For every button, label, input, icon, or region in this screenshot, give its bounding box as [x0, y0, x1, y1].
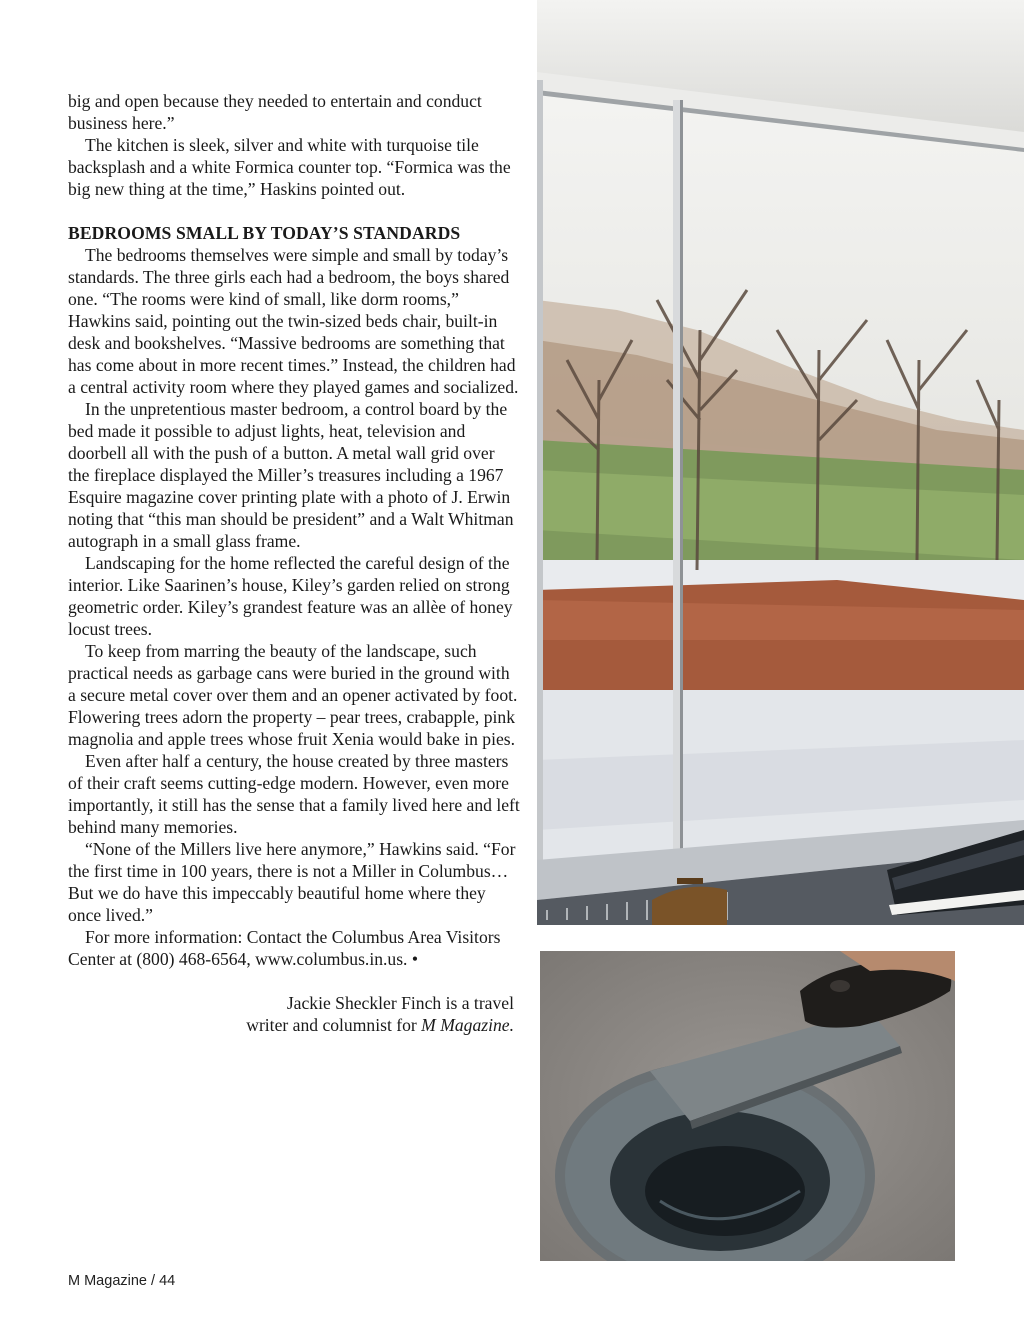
section-heading: BEDROOMS SMALL BY TODAY’S STANDARDS	[68, 223, 461, 243]
garbage-can-photo	[540, 951, 955, 1261]
paragraph: Even after half a century, the house created by three masters of their craft seems cutting-edge modern. However, even more importantly, it still has the sense that a family lived here and left behind many memories.	[68, 751, 520, 837]
magazine-name: M Magazine.	[421, 1015, 514, 1035]
article-body	[68, 90, 520, 1036]
page-footer: M Magazine / 44	[68, 1273, 176, 1289]
paragraph: The kitchen is sleek, silver and white with turquoise tile backsplash and a white Formica counter top. “Formica was the big new thing at the time,” Haskins pointed out.	[68, 135, 511, 199]
paragraph: To keep from marring the beauty of the landscape, such practical needs as garbage cans were buried in the ground with a secure metal cover over them and an opener activated by foot. Flowering trees adorn the property – pear trees, crabapple, pink magnolia and apple trees whose fruit Xenia would bake in pies.	[68, 641, 518, 749]
paragraph: “None of the Millers live here anymore,” Hawkins said. “For the first time in 100 years, there is not a Miller in Columbus… But we do have this impeccably beautiful home where they once lived.”	[68, 839, 516, 925]
window-view-photo	[537, 0, 1024, 925]
author-byline	[68, 992, 520, 1036]
byline-prefix: writer and columnist for	[246, 1015, 422, 1035]
paragraph: For more information: Contact the Columbus Area Visitors Center at (800) 468-6564, www.columbus.in.us. •	[68, 927, 501, 969]
paragraph: In the unpretentious master bedroom, a control board by the bed made it possible to adjust lights, heat, television and doorbell all with the push of a button. A metal wall grid over the fireplace displayed the Miller’s treasures including a 1967 Esquire magazine cover printing plate with a photo of J. Erwin noting that “this man should be president” and a Walt Whitman autograph in a small glass frame.	[68, 399, 514, 551]
byline-line: Jackie Sheckler Finch is a travel	[286, 993, 514, 1013]
paragraph: The bedrooms themselves were simple and small by today’s standards. The three girls each had a bedroom, the boys shared one. “The rooms were kind of small, like dorm rooms,” Hawkins said, pointing out the twin-sized beds chair, built-in desk and bookshelves. “Massive bedrooms are something that has come about in more recent times.” Instead, the children had a central activity room where they played games and socialized.	[68, 245, 519, 397]
byline-line	[68, 1014, 514, 1036]
paragraph: big and open because they needed to entertain and conduct business here.”	[68, 91, 482, 133]
paragraph: Landscaping for the home reflected the careful design of the interior. Like Saarinen’s house, Kiley’s garden relied on strong geometric order. Kiley’s grandest feature was an allèe of honey locust trees.	[68, 553, 513, 639]
